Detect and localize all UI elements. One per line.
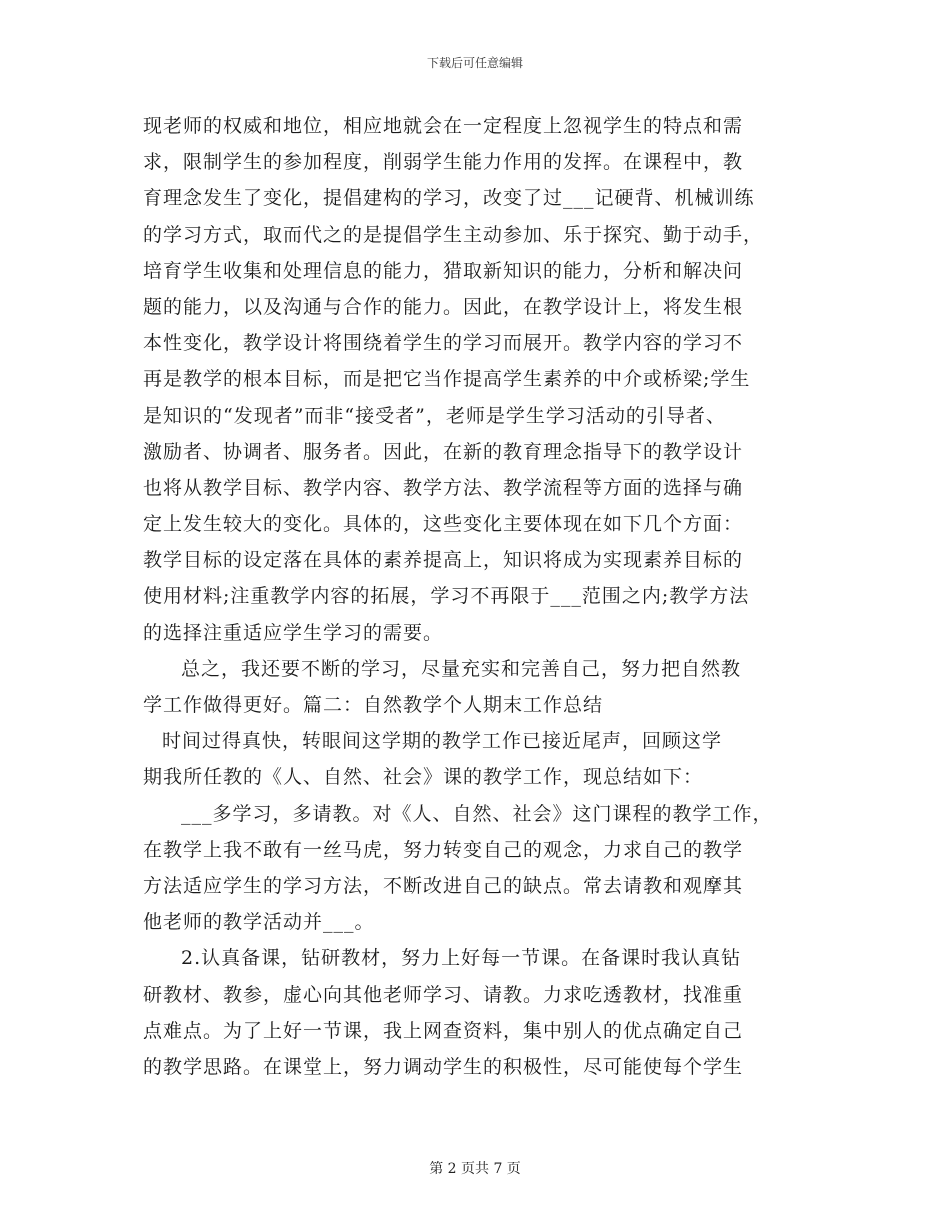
text-line: 本性变化，教学设计将围绕着学生的学习而展开。教学内容的学习不: [143, 332, 744, 355]
text-line: 期我所任教的《人、自然、社会》课的教学工作，现总结如下：: [143, 766, 704, 789]
text-line: 的教学思路。在课堂上，努力调动学生的积极性，尽可能使每个学生: [143, 1055, 744, 1078]
text-line: 培育学生收集和处理信息的能力，猎取新知识的能力，分析和解决问: [143, 259, 744, 282]
text-line: 使用材料;注重教学内容的拓展，学习不再限于___范围之内;教学方法: [143, 585, 750, 608]
text-line: 总之，我还要不断的学习，尽量充实和完善自己，努力把自然教: [181, 657, 742, 680]
text-line: 再是教学的根本目标，而是把它当作提高学生素养的中介或桥梁;学生: [143, 368, 751, 391]
text-line: 学工作做得更好。篇二：自然教学个人期末工作总结: [143, 694, 604, 716]
text-line: 他老师的教学活动并___。: [143, 911, 375, 934]
text-line: 定上发生较大的变化。具体的，这些变化主要体现在如下几个方面：: [143, 513, 744, 536]
text-line: 是知识的“发现者”而非“接受者”，老师是学生学习活动的引导者、: [143, 404, 726, 427]
text-line: 也将从教学目标、教学内容、教学方法、教学流程等方面的选择与确: [143, 476, 744, 499]
text-line: 的选择注重适应学生学习的需要。: [143, 621, 444, 644]
text-line: 方法适应学生的学习方法，不断改进自己的缺点。常去请教和观摩其: [143, 874, 744, 897]
text-line: 教学目标的设定落在具体的素养提高上，知识将成为实现素养目标的: [143, 549, 744, 572]
text-line: 研教材、教参，虚心向其他老师学习、请教。力求吃透教材，找准重: [143, 983, 744, 1006]
text-line: 在教学上我不敢有一丝马虎，努力转变自己的观念，力求自己的教学: [143, 838, 744, 861]
text-line: 的学习方式，取而代之的是提倡学生主动参加、乐于探究、勤于动手，: [143, 223, 764, 246]
text-line: 激励者、协调者、服务者。因此，在新的教育理念指导下的教学设计: [143, 440, 744, 463]
text-line: 现老师的权威和地位，相应地就会在一定程度上忽视学生的特点和需: [143, 115, 744, 137]
document-body: [143, 108, 823, 1085]
page-footer: 第 2 页共 7 页: [429, 1161, 521, 1177]
text-line: 点难点。为了上好一节课，我上网查资料，集中别人的优点确定自己: [143, 1019, 744, 1042]
text-line: ___多学习，多请教。对《人、自然、社会》这门课程的教学工作，: [181, 802, 773, 825]
page-header: 下载后可任意编辑: [426, 56, 523, 70]
text-line: 育理念发生了变化，提倡建构的学习，改变了过___记硬背、机械训练: [143, 187, 755, 210]
text-line: 2.认真备课，钻研教材，努力上好每一节课。在备课时我认真钻: [181, 947, 742, 970]
text-line: 求，限制学生的参加程度，削弱学生能力作用的发挥。在课程中，教: [143, 151, 744, 174]
text-line: 时间过得真快，转眼间这学期的教学工作已接近尾声，回顾这学: [162, 730, 723, 753]
text-line: 题的能力，以及沟通与合作的能力。因此，在教学设计上，将发生根: [143, 295, 744, 318]
